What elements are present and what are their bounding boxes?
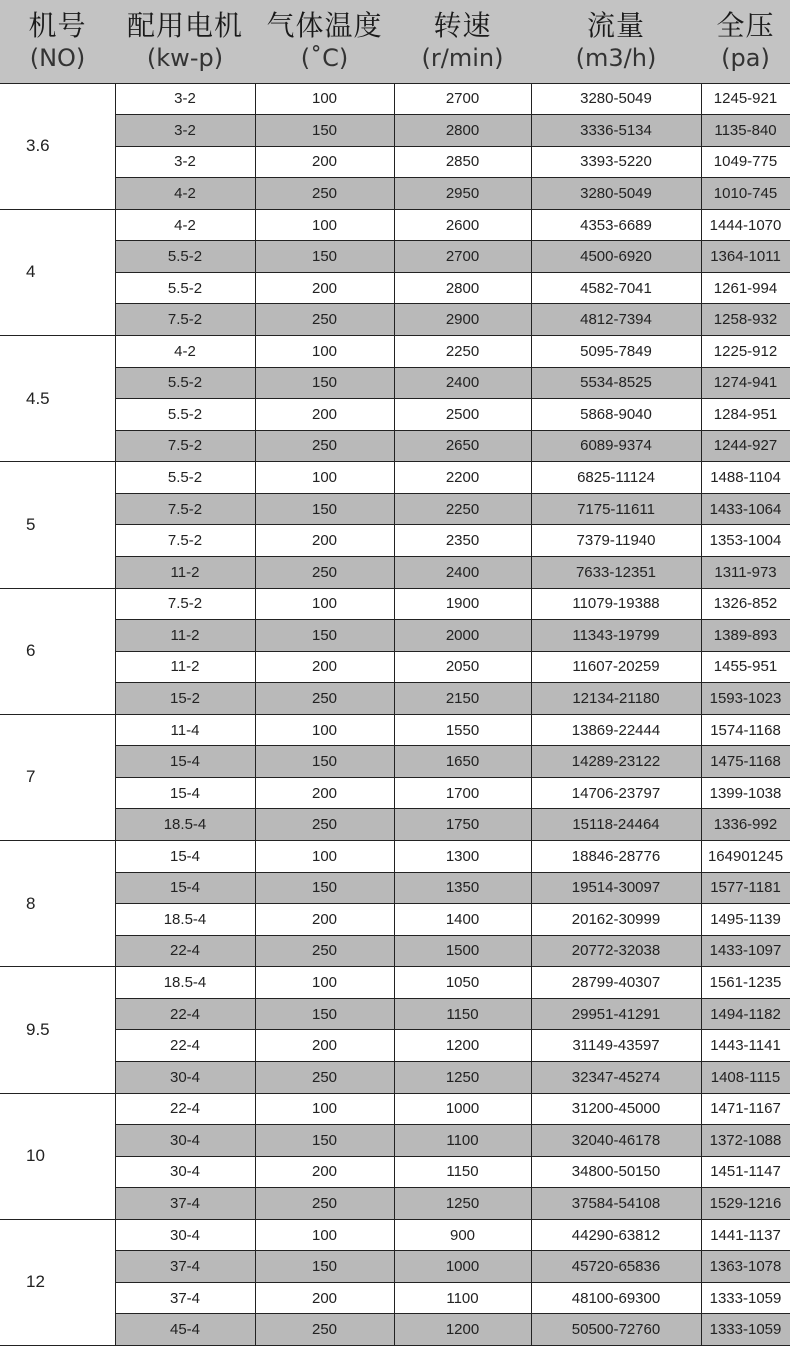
- motor-cell: 7.5-2: [115, 430, 255, 462]
- motor-cell: 7.5-2: [115, 304, 255, 336]
- speed-cell: 1350: [394, 872, 531, 904]
- header-label: 流量: [586, 9, 645, 43]
- flow-cell: 3336-5134: [531, 115, 701, 147]
- speed-cell: 1000: [394, 1093, 531, 1125]
- total-pressure-cell: 1593-1023: [701, 683, 790, 715]
- motor-cell: 22-4: [115, 935, 255, 967]
- table-row: [0, 462, 790, 494]
- table-row: [0, 620, 790, 652]
- flow-cell: 5868-9040: [531, 399, 701, 431]
- flow-cell: 31149-43597: [531, 1030, 701, 1062]
- gas-temperature-cell: 250: [255, 1061, 394, 1093]
- speed-cell: 2800: [394, 115, 531, 147]
- speed-cell: 1200: [394, 1314, 531, 1346]
- table-row: [0, 83, 790, 115]
- motor-cell: 11-4: [115, 714, 255, 746]
- header-unit: (m3/h): [575, 44, 657, 73]
- total-pressure-cell: 1399-1038: [701, 777, 790, 809]
- total-pressure-cell: 1311-973: [701, 556, 790, 588]
- flow-cell: 20772-32038: [531, 935, 701, 967]
- gas-temperature-cell: 100: [255, 209, 394, 241]
- gas-temperature-cell: 200: [255, 1156, 394, 1188]
- total-pressure-cell: 1455-951: [701, 651, 790, 683]
- flow-cell: 11079-19388: [531, 588, 701, 620]
- total-pressure-cell: 1561-1235: [701, 967, 790, 999]
- speed-cell: 1100: [394, 1282, 531, 1314]
- gas-temperature-cell: 200: [255, 777, 394, 809]
- motor-cell: 7.5-2: [115, 588, 255, 620]
- header-unit: (pa): [721, 44, 770, 73]
- table-row: [0, 525, 790, 557]
- flow-cell: 3280-5049: [531, 83, 701, 115]
- total-pressure-cell: 1433-1064: [701, 493, 790, 525]
- speed-cell: 1400: [394, 904, 531, 936]
- motor-cell: 22-4: [115, 1030, 255, 1062]
- gas-temperature-cell: 150: [255, 493, 394, 525]
- flow-cell: 50500-72760: [531, 1314, 701, 1346]
- gas-temperature-cell: 100: [255, 1093, 394, 1125]
- table-row: [0, 241, 790, 273]
- flow-cell: 13869-22444: [531, 714, 701, 746]
- flow-cell: 5534-8525: [531, 367, 701, 399]
- motor-cell: 5.5-2: [115, 399, 255, 431]
- table-row: [0, 272, 790, 304]
- table-row: [0, 556, 790, 588]
- machine-no-cell: 10: [0, 1093, 115, 1219]
- motor-cell: 5.5-2: [115, 367, 255, 399]
- total-pressure-cell: 1364-1011: [701, 241, 790, 273]
- gas-temperature-cell: 150: [255, 1125, 394, 1157]
- header-label: 全压: [716, 9, 775, 43]
- gas-temperature-cell: 250: [255, 1188, 394, 1220]
- flow-cell: 34800-50150: [531, 1156, 701, 1188]
- table-row: [0, 809, 790, 841]
- table-row: [0, 872, 790, 904]
- total-pressure-cell: 1225-912: [701, 336, 790, 368]
- machine-no-cell: 4: [0, 209, 115, 335]
- flow-cell: 28799-40307: [531, 967, 701, 999]
- flow-cell: 3393-5220: [531, 146, 701, 178]
- gas-temperature-cell: 150: [255, 115, 394, 147]
- speed-cell: 1900: [394, 588, 531, 620]
- motor-cell: 3-2: [115, 146, 255, 178]
- gas-temperature-cell: 200: [255, 272, 394, 304]
- table-row: [0, 146, 790, 178]
- header-unit: (˚C): [300, 44, 349, 73]
- speed-cell: 2700: [394, 83, 531, 115]
- speed-cell: 1250: [394, 1188, 531, 1220]
- header-row: [0, 0, 790, 83]
- machine-no-cell: 5: [0, 462, 115, 588]
- gas-temperature-cell: 150: [255, 1251, 394, 1283]
- flow-cell: 15118-24464: [531, 809, 701, 841]
- motor-cell: 22-4: [115, 1093, 255, 1125]
- total-pressure-cell: 1333-1059: [701, 1282, 790, 1314]
- table-row: [0, 777, 790, 809]
- header-speed: [394, 0, 531, 83]
- total-pressure-cell: 1010-745: [701, 178, 790, 210]
- table-header: [0, 0, 790, 83]
- gas-temperature-cell: 100: [255, 967, 394, 999]
- machine-no-cell: 7: [0, 714, 115, 840]
- motor-cell: 5.5-2: [115, 462, 255, 494]
- gas-temperature-cell: 250: [255, 304, 394, 336]
- motor-cell: 3-2: [115, 83, 255, 115]
- gas-temperature-cell: 150: [255, 746, 394, 778]
- table-row: [0, 841, 790, 873]
- speed-cell: 2950: [394, 178, 531, 210]
- total-pressure-cell: 1261-994: [701, 272, 790, 304]
- speed-cell: 1050: [394, 967, 531, 999]
- header-label: 转速: [433, 9, 492, 43]
- motor-cell: 30-4: [115, 1156, 255, 1188]
- speed-cell: 2400: [394, 367, 531, 399]
- table-row: [0, 714, 790, 746]
- header-unit: (r/min): [421, 44, 504, 73]
- gas-temperature-cell: 100: [255, 83, 394, 115]
- gas-temperature-cell: 200: [255, 399, 394, 431]
- speed-cell: 2050: [394, 651, 531, 683]
- motor-cell: 7.5-2: [115, 493, 255, 525]
- gas-temperature-cell: 100: [255, 841, 394, 873]
- table-row: [0, 588, 790, 620]
- motor-cell: 15-4: [115, 841, 255, 873]
- motor-cell: 37-4: [115, 1251, 255, 1283]
- header-label: 配用电机: [126, 9, 243, 43]
- speed-cell: 2650: [394, 430, 531, 462]
- motor-cell: 30-4: [115, 1061, 255, 1093]
- speed-cell: 1200: [394, 1030, 531, 1062]
- table-row: [0, 304, 790, 336]
- motor-cell: 18.5-4: [115, 967, 255, 999]
- table-row: [0, 746, 790, 778]
- header-total-pressure: [701, 0, 790, 83]
- gas-temperature-cell: 250: [255, 178, 394, 210]
- total-pressure-cell: 1274-941: [701, 367, 790, 399]
- gas-temperature-cell: 200: [255, 904, 394, 936]
- flow-cell: 6825-11124: [531, 462, 701, 494]
- total-pressure-cell: 1577-1181: [701, 872, 790, 904]
- machine-no-cell: 4.5: [0, 336, 115, 462]
- table-row: [0, 1219, 790, 1251]
- gas-temperature-cell: 100: [255, 336, 394, 368]
- speed-cell: 1000: [394, 1251, 531, 1283]
- gas-temperature-cell: 100: [255, 588, 394, 620]
- table-row: [0, 336, 790, 368]
- total-pressure-cell: 1284-951: [701, 399, 790, 431]
- motor-cell: 18.5-4: [115, 904, 255, 936]
- total-pressure-cell: 1326-852: [701, 588, 790, 620]
- machine-no-cell: 9.5: [0, 967, 115, 1093]
- motor-cell: 18.5-4: [115, 809, 255, 841]
- flow-cell: 45720-65836: [531, 1251, 701, 1283]
- total-pressure-cell: 1574-1168: [701, 714, 790, 746]
- gas-temperature-cell: 150: [255, 872, 394, 904]
- table-row: [0, 967, 790, 999]
- table-row: [0, 1314, 790, 1346]
- flow-cell: 31200-45000: [531, 1093, 701, 1125]
- header-unit: (NO): [29, 44, 86, 73]
- motor-cell: 30-4: [115, 1125, 255, 1157]
- gas-temperature-cell: 250: [255, 556, 394, 588]
- flow-cell: 20162-30999: [531, 904, 701, 936]
- table-row: [0, 367, 790, 399]
- table-row: [0, 430, 790, 462]
- flow-cell: 11607-20259: [531, 651, 701, 683]
- total-pressure-cell: 1244-927: [701, 430, 790, 462]
- gas-temperature-cell: 150: [255, 620, 394, 652]
- flow-cell: 6089-9374: [531, 430, 701, 462]
- table-row: [0, 1061, 790, 1093]
- gas-temperature-cell: 200: [255, 525, 394, 557]
- motor-cell: 5.5-2: [115, 272, 255, 304]
- speed-cell: 1500: [394, 935, 531, 967]
- flow-cell: 19514-30097: [531, 872, 701, 904]
- speed-cell: 1750: [394, 809, 531, 841]
- motor-cell: 15-4: [115, 746, 255, 778]
- flow-cell: 4500-6920: [531, 241, 701, 273]
- speed-cell: 1650: [394, 746, 531, 778]
- speed-cell: 1250: [394, 1061, 531, 1093]
- speed-cell: 1300: [394, 841, 531, 873]
- table-row: [0, 1282, 790, 1314]
- flow-cell: 29951-41291: [531, 998, 701, 1030]
- total-pressure-cell: 1135-840: [701, 115, 790, 147]
- motor-cell: 7.5-2: [115, 525, 255, 557]
- table-body: [0, 83, 790, 1346]
- table-row: [0, 1156, 790, 1188]
- speed-cell: 1100: [394, 1125, 531, 1157]
- header-label: 机号: [28, 9, 87, 43]
- machine-no-cell: 3.6: [0, 83, 115, 209]
- gas-temperature-cell: 200: [255, 651, 394, 683]
- machine-no-cell: 8: [0, 841, 115, 967]
- total-pressure-cell: 1353-1004: [701, 525, 790, 557]
- total-pressure-cell: 1433-1097: [701, 935, 790, 967]
- flow-cell: 4812-7394: [531, 304, 701, 336]
- total-pressure-cell: 1444-1070: [701, 209, 790, 241]
- motor-cell: 37-4: [115, 1188, 255, 1220]
- total-pressure-cell: 1336-992: [701, 809, 790, 841]
- machine-no-cell: 6: [0, 588, 115, 714]
- motor-cell: 3-2: [115, 115, 255, 147]
- motor-cell: 15-2: [115, 683, 255, 715]
- motor-cell: 4-2: [115, 209, 255, 241]
- flow-cell: 7633-12351: [531, 556, 701, 588]
- header-motor: [115, 0, 255, 83]
- gas-temperature-cell: 250: [255, 683, 394, 715]
- motor-cell: 15-4: [115, 777, 255, 809]
- speed-cell: 2350: [394, 525, 531, 557]
- header-unit: (kw-p): [146, 44, 224, 73]
- table-row: [0, 1030, 790, 1062]
- gas-temperature-cell: 250: [255, 430, 394, 462]
- motor-cell: 11-2: [115, 651, 255, 683]
- table-row: [0, 935, 790, 967]
- header-label: 气体温度: [266, 9, 383, 43]
- total-pressure-cell: 1529-1216: [701, 1188, 790, 1220]
- total-pressure-cell: 1258-932: [701, 304, 790, 336]
- gas-temperature-cell: 200: [255, 146, 394, 178]
- motor-cell: 22-4: [115, 998, 255, 1030]
- gas-temperature-cell: 200: [255, 1030, 394, 1062]
- flow-cell: 11343-19799: [531, 620, 701, 652]
- flow-cell: 18846-28776: [531, 841, 701, 873]
- speed-cell: 2850: [394, 146, 531, 178]
- speed-cell: 2200: [394, 462, 531, 494]
- total-pressure-cell: 1451-1147: [701, 1156, 790, 1188]
- gas-temperature-cell: 100: [255, 462, 394, 494]
- gas-temperature-cell: 250: [255, 1314, 394, 1346]
- gas-temperature-cell: 150: [255, 367, 394, 399]
- total-pressure-cell: 1333-1059: [701, 1314, 790, 1346]
- table-row: [0, 1251, 790, 1283]
- flow-cell: 4582-7041: [531, 272, 701, 304]
- total-pressure-cell: 1389-893: [701, 620, 790, 652]
- table-row: [0, 209, 790, 241]
- table-row: [0, 1093, 790, 1125]
- motor-cell: 11-2: [115, 620, 255, 652]
- gas-temperature-cell: 250: [255, 935, 394, 967]
- flow-cell: 48100-69300: [531, 1282, 701, 1314]
- flow-cell: 7379-11940: [531, 525, 701, 557]
- table-row: [0, 683, 790, 715]
- header-machine-no: [0, 0, 115, 83]
- speed-cell: 2800: [394, 272, 531, 304]
- total-pressure-cell: 1363-1078: [701, 1251, 790, 1283]
- flow-cell: 37584-54108: [531, 1188, 701, 1220]
- gas-temperature-cell: 150: [255, 241, 394, 273]
- flow-cell: 12134-21180: [531, 683, 701, 715]
- motor-cell: 37-4: [115, 1282, 255, 1314]
- flow-cell: 14706-23797: [531, 777, 701, 809]
- gas-temperature-cell: 250: [255, 809, 394, 841]
- speed-cell: 2700: [394, 241, 531, 273]
- table-row: [0, 1125, 790, 1157]
- speed-cell: 2400: [394, 556, 531, 588]
- table-row: [0, 998, 790, 1030]
- gas-temperature-cell: 100: [255, 714, 394, 746]
- speed-cell: 2250: [394, 336, 531, 368]
- flow-cell: 5095-7849: [531, 336, 701, 368]
- speed-cell: 1150: [394, 998, 531, 1030]
- flow-cell: 4353-6689: [531, 209, 701, 241]
- motor-cell: 4-2: [115, 178, 255, 210]
- flow-cell: 3280-5049: [531, 178, 701, 210]
- motor-cell: 4-2: [115, 336, 255, 368]
- speed-cell: 2000: [394, 620, 531, 652]
- flow-cell: 7175-11611: [531, 493, 701, 525]
- motor-cell: 45-4: [115, 1314, 255, 1346]
- total-pressure-cell: 1471-1167: [701, 1093, 790, 1125]
- total-pressure-cell: 1245-921: [701, 83, 790, 115]
- speed-cell: 2150: [394, 683, 531, 715]
- gas-temperature-cell: 100: [255, 1219, 394, 1251]
- speed-cell: 2900: [394, 304, 531, 336]
- total-pressure-cell: 1443-1141: [701, 1030, 790, 1062]
- total-pressure-cell: 1494-1182: [701, 998, 790, 1030]
- speed-cell: 2500: [394, 399, 531, 431]
- motor-cell: 11-2: [115, 556, 255, 588]
- motor-cell: 30-4: [115, 1219, 255, 1251]
- speed-cell: 1150: [394, 1156, 531, 1188]
- table-row: [0, 651, 790, 683]
- flow-cell: 14289-23122: [531, 746, 701, 778]
- total-pressure-cell: 1049-775: [701, 146, 790, 178]
- table-row: [0, 178, 790, 210]
- motor-cell: 5.5-2: [115, 241, 255, 273]
- total-pressure-cell: 1441-1137: [701, 1219, 790, 1251]
- speed-cell: 1700: [394, 777, 531, 809]
- flow-cell: 44290-63812: [531, 1219, 701, 1251]
- header-flow: [531, 0, 701, 83]
- total-pressure-cell: 1372-1088: [701, 1125, 790, 1157]
- table-row: [0, 904, 790, 936]
- speed-cell: 2600: [394, 209, 531, 241]
- speed-cell: 900: [394, 1219, 531, 1251]
- table-row: [0, 1188, 790, 1220]
- speed-cell: 1550: [394, 714, 531, 746]
- total-pressure-cell: 1475-1168: [701, 746, 790, 778]
- table-row: [0, 399, 790, 431]
- gas-temperature-cell: 200: [255, 1282, 394, 1314]
- header-gas-temperature: [255, 0, 394, 83]
- table-row: [0, 115, 790, 147]
- total-pressure-cell: 1408-1115: [701, 1061, 790, 1093]
- total-pressure-cell: 1488-1104: [701, 462, 790, 494]
- flow-cell: 32347-45274: [531, 1061, 701, 1093]
- motor-cell: 15-4: [115, 872, 255, 904]
- total-pressure-cell: 1495-1139: [701, 904, 790, 936]
- machine-no-cell: 12: [0, 1219, 115, 1345]
- table-row: [0, 493, 790, 525]
- total-pressure-cell: 164901245: [701, 841, 790, 873]
- flow-cell: 32040-46178: [531, 1125, 701, 1157]
- gas-temperature-cell: 150: [255, 998, 394, 1030]
- speed-cell: 2250: [394, 493, 531, 525]
